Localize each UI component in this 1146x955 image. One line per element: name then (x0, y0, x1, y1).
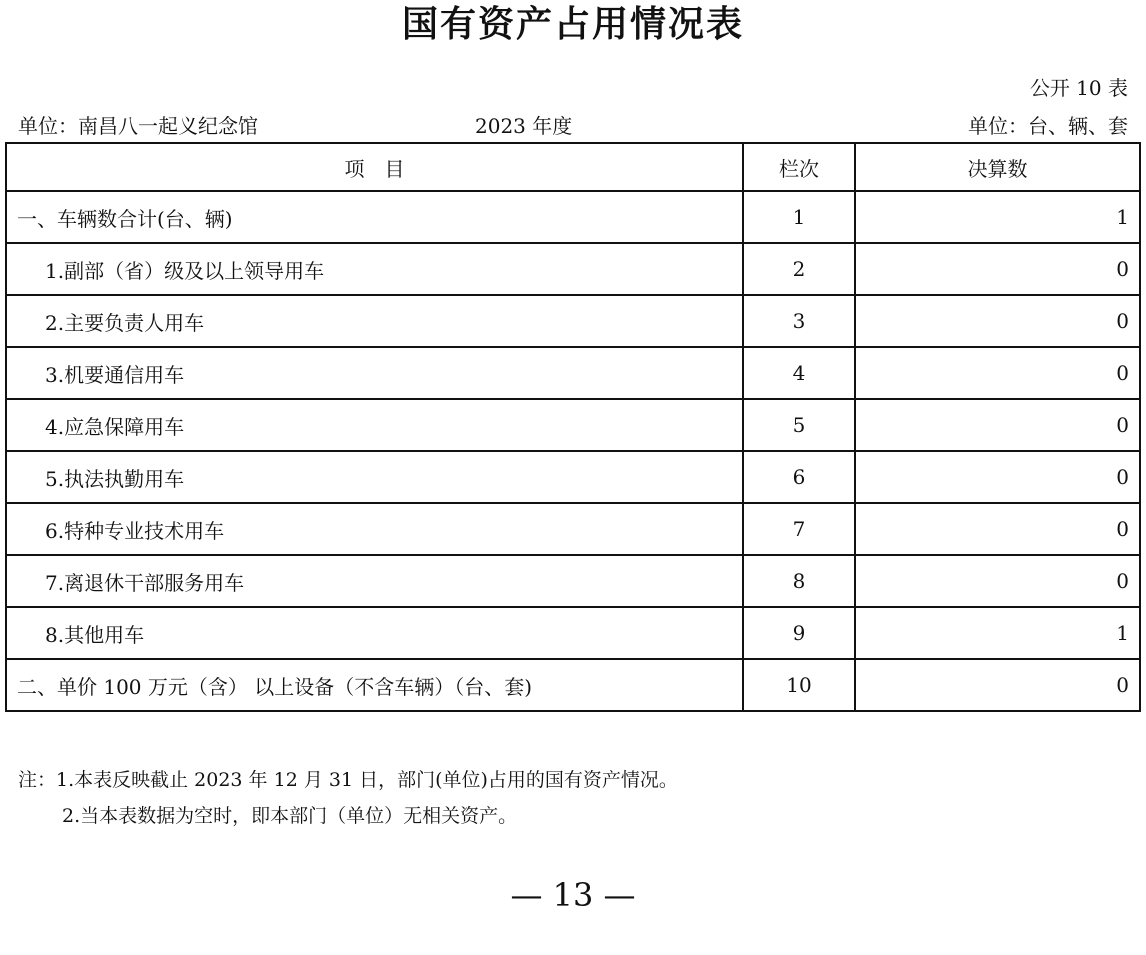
row-number: 6 (743, 451, 855, 503)
row-number: 7 (743, 503, 855, 555)
header-final-value: 决算数 (855, 143, 1140, 191)
row-number: 1 (743, 191, 855, 243)
row-item-label: 7.离退休干部服务用车 (6, 555, 743, 607)
page-number: — 13 — (510, 876, 636, 914)
asset-table (5, 142, 1141, 712)
row-item-label: 一、车辆数合计(台、辆) (6, 191, 743, 243)
row-value: 0 (855, 503, 1140, 555)
header-row-number: 栏次 (743, 143, 855, 191)
notes (18, 762, 678, 834)
row-item-label: 二、单价 100 万元（含） 以上设备（不含车辆）（台、套) (6, 659, 743, 711)
row-number: 5 (743, 399, 855, 451)
row-value: 1 (855, 607, 1140, 659)
row-value: 0 (855, 347, 1140, 399)
row-item-label: 8.其他用车 (6, 607, 743, 659)
row-item-label: 1.副部（省）级及以上领导用车 (6, 243, 743, 295)
table-row (6, 503, 1140, 555)
header-item: 项 目 (6, 143, 743, 191)
row-value: 0 (855, 399, 1140, 451)
table-row (6, 451, 1140, 503)
note-2: 2.当本表数据为空时，即本部门（单位）无相关资产。 (62, 805, 518, 827)
table-row (6, 399, 1140, 451)
table-row (6, 659, 1140, 711)
row-item-label: 6.特种专业技术用车 (6, 503, 743, 555)
table-row (6, 607, 1140, 659)
measurement-unit: 单位：台、辆、套 (968, 114, 1128, 138)
fiscal-year: 2023 年度 (475, 114, 573, 138)
reporting-unit: 单位：南昌八一起义纪念馆 (18, 114, 258, 138)
page-title: 国有资产占用情况表 (401, 4, 744, 45)
row-number: 3 (743, 295, 855, 347)
row-value: 1 (855, 191, 1140, 243)
row-value: 0 (855, 243, 1140, 295)
row-number: 2 (743, 243, 855, 295)
row-item-label: 5.执法执勤用车 (6, 451, 743, 503)
table-row (6, 555, 1140, 607)
table-row (6, 295, 1140, 347)
row-number: 10 (743, 659, 855, 711)
row-item-label: 2.主要负责人用车 (6, 295, 743, 347)
row-number: 4 (743, 347, 855, 399)
table-row (6, 191, 1140, 243)
row-number: 8 (743, 555, 855, 607)
table-header-row (6, 143, 1140, 191)
table-body (6, 191, 1140, 711)
row-value: 0 (855, 555, 1140, 607)
row-value: 0 (855, 451, 1140, 503)
form-number: 公开 10 表 (1029, 76, 1128, 100)
row-value: 0 (855, 659, 1140, 711)
table-row (6, 243, 1140, 295)
row-value: 0 (855, 295, 1140, 347)
note-1: 注：1.本表反映截止 2023 年 12 月 31 日，部门(单位)占用的国有资产情况。 (18, 769, 678, 791)
row-item-label: 3.机要通信用车 (6, 347, 743, 399)
row-item-label: 4.应急保障用车 (6, 399, 743, 451)
table-row (6, 347, 1140, 399)
row-number: 9 (743, 607, 855, 659)
